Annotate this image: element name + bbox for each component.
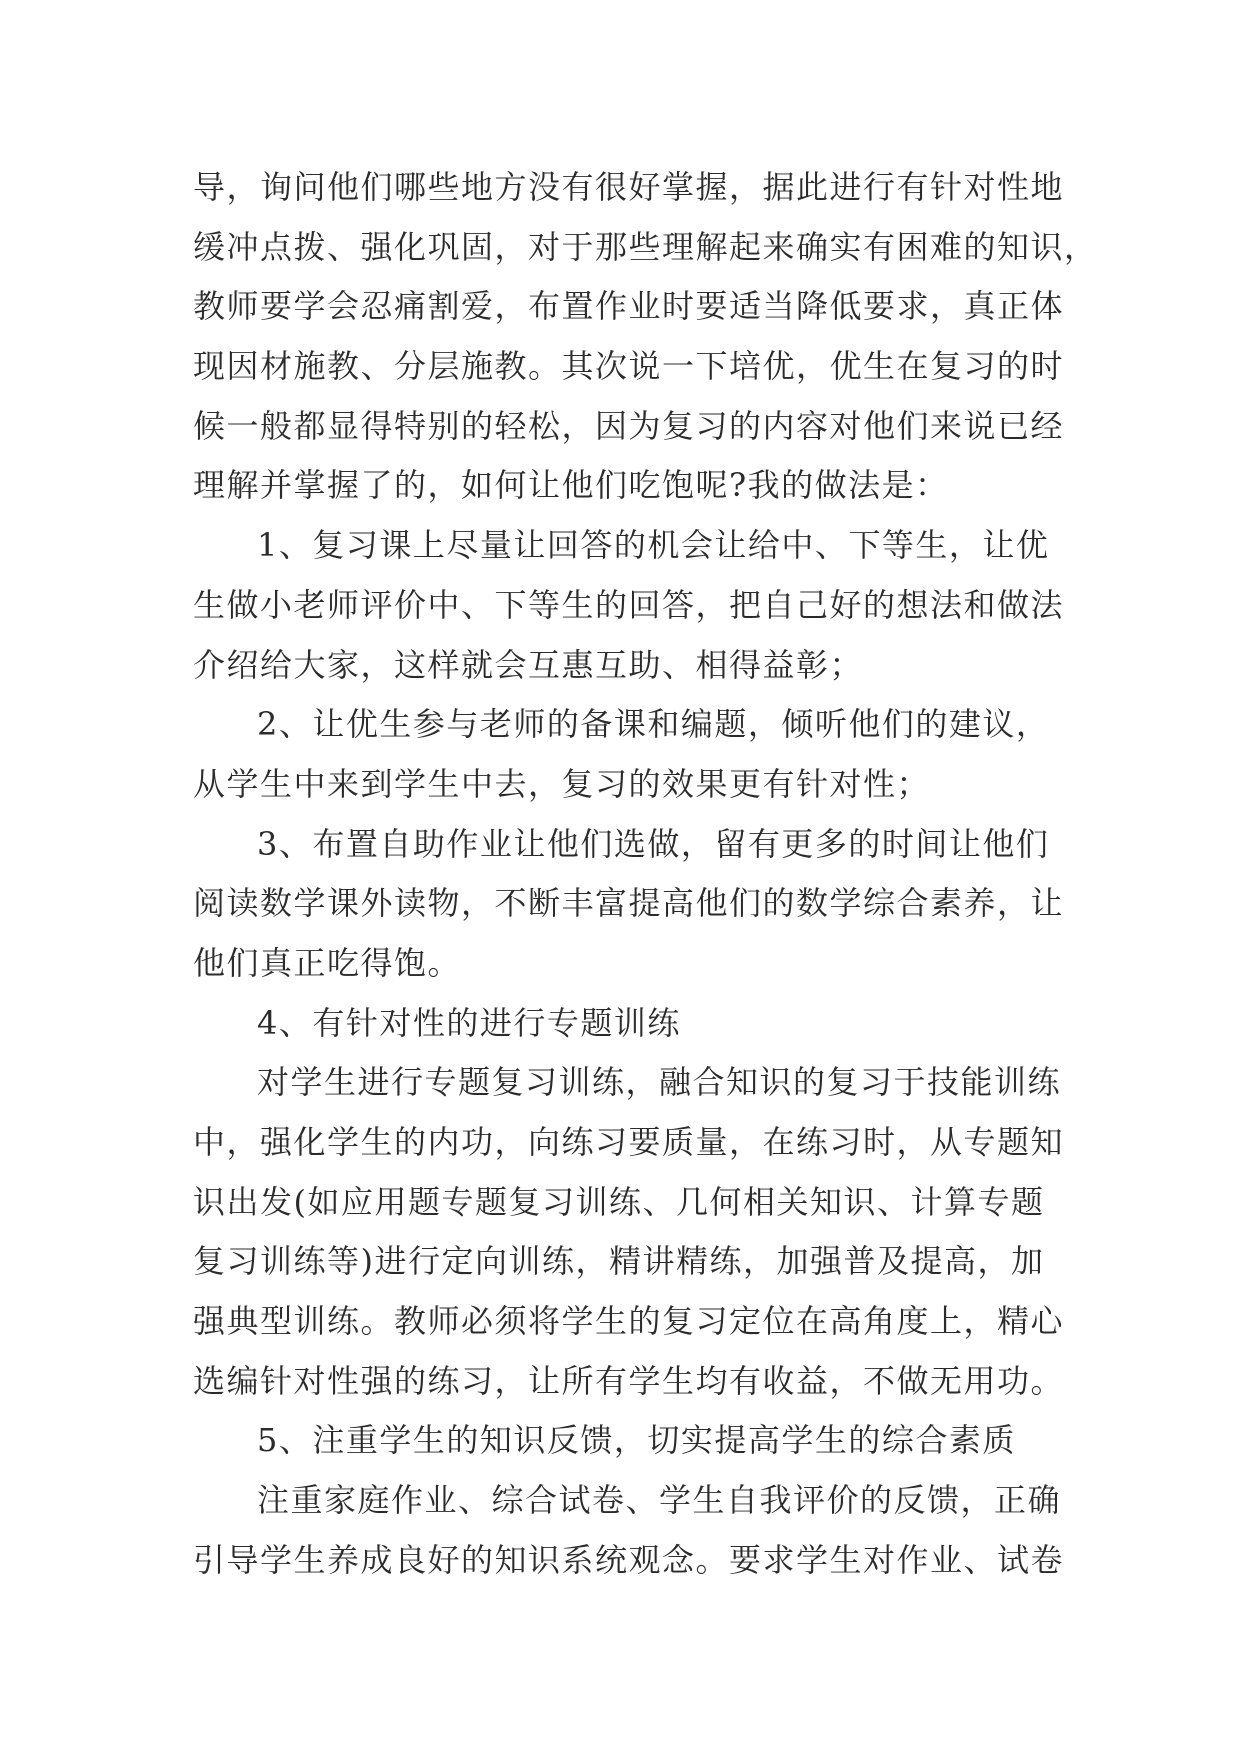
- text-line: 导，询问他们哪些地方没有很好掌握，据此进行有针对性地: [193, 168, 1065, 206]
- text-line: 中，强化学生的内功，向练习要质量，在练习时，从专题知: [193, 1123, 1065, 1161]
- text-line: 候一般都显得特别的轻松，因为复习的内容对他们来说已经: [193, 406, 1065, 445]
- text-line: 复习训练等)进行定向训练，精讲精练，加强普及提高，加: [193, 1242, 1045, 1281]
- text-line: 识出发(如应用题专题复习训练、几何相关知识、计算专题: [193, 1182, 1045, 1221]
- text-line: 理解并掌握了的，如何让他们吃饱呢?我的做法是：: [193, 466, 949, 505]
- text-line: 选编针对性强的练习，让所有学生均有收益，不做无用功。: [193, 1361, 1065, 1400]
- text-line: 2、让优生参与老师的备课和编题，倾听他们的建议，: [257, 705, 1050, 744]
- text-line: 阅读数学课外读物，不断丰富提高他们的数学综合素养，让: [193, 884, 1065, 923]
- document-body: [193, 158, 1098, 1591]
- text-line: 现因材施教、分层施教。其次说一下培优，优生在复习的时: [193, 347, 1065, 386]
- text-line: 3、布置自助作业让他们选做，留有更多的时间让他们: [257, 824, 1050, 863]
- text-line: 教师要学会忍痛割爱，布置作业时要适当降低要求，真正体: [193, 287, 1065, 326]
- text-line: 注重家庭作业、综合试卷、学生自我评价的反馈，正确: [257, 1481, 1062, 1520]
- text-line: 从学生中来到学生中去，复习的效果更有针对性；: [193, 764, 931, 803]
- text-line: 生做小老师评价中、下等生的回答，把自己好的想法和做法: [193, 585, 1065, 624]
- text-line: 5、注重学生的知识反馈，切实提高学生的综合素质: [257, 1421, 1016, 1460]
- text-line: 1、复习课上尽量让回答的机会让给中、下等生，让优: [257, 526, 1050, 565]
- text-line: 缓冲点拨、强化巩固，对于那些理解起来确实有困难的知识，: [193, 227, 1098, 266]
- text-line: 引导学生养成良好的知识系统观念。要求学生对作业、试卷: [193, 1540, 1065, 1579]
- text-line: 介绍给大家，这样就会互惠互助、相得益彰；: [193, 645, 864, 684]
- text-line: 他们真正吃得饱。: [193, 943, 462, 982]
- text-line: 4、有针对性的进行专题训练: [257, 1003, 681, 1042]
- text-line: 对学生进行专题复习训练，融合知识的复习于技能训练: [257, 1063, 1062, 1102]
- text-line: 强典型训练。教师必须将学生的复习定位在高角度上，精心: [193, 1302, 1065, 1341]
